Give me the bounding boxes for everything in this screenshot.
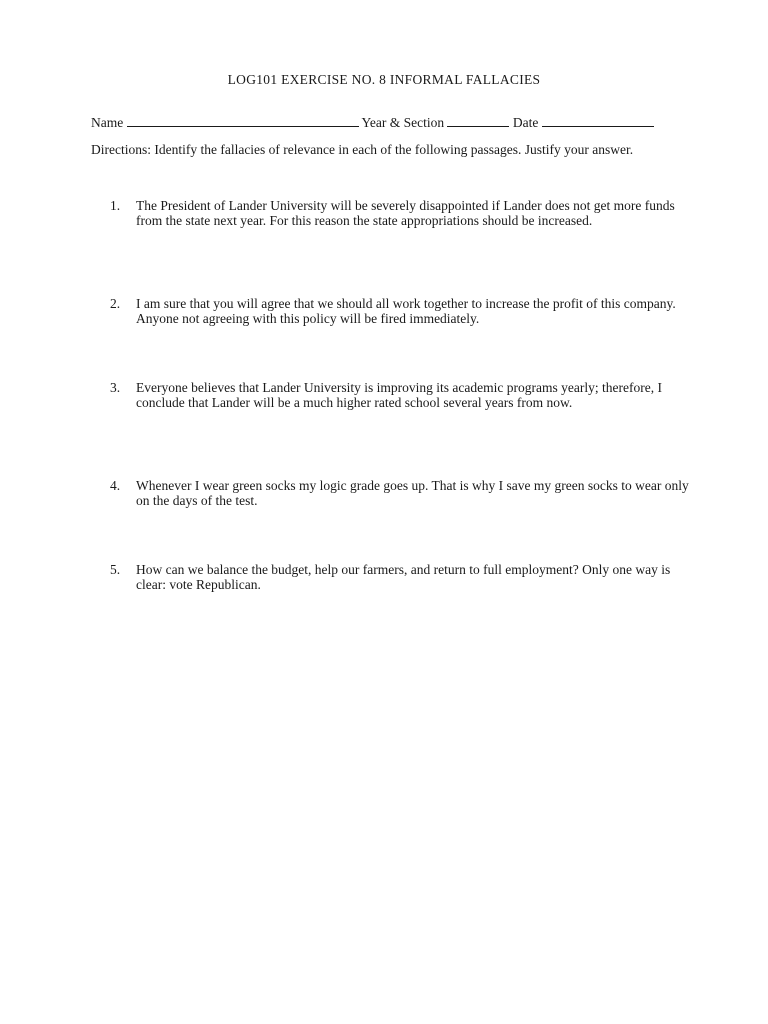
question-number: 2.	[110, 296, 121, 311]
question-number: 4.	[110, 478, 121, 493]
question-text: Everyone believes that Lander University is improving its academic programs yearly; therefore, I conclude that Lander will be a much higher rated school several years from now.	[136, 380, 662, 410]
question-item	[110, 297, 690, 326]
question-text: The President of Lander University will be severely disappointed if Lander does not get more funds from the state next year. For this reason the state appropriations should be increased.	[136, 198, 675, 228]
question-number: 3.	[110, 380, 121, 395]
name-label: Name	[91, 115, 124, 130]
question-number: 5.	[110, 562, 121, 577]
year-section-label: Year & Section	[361, 115, 445, 130]
year-section-blank	[447, 114, 509, 127]
question-item	[110, 479, 690, 508]
question-text: Whenever I wear green socks my logic grade goes up. That is why I save my green socks to wear only on the days of the test.	[136, 478, 689, 508]
question-text: I am sure that you will agree that we should all work together to increase the profit of this company. Anyone not agreeing with this policy will be fired immediately.	[136, 296, 676, 326]
question-number: 1.	[110, 198, 121, 213]
page-title: LOG101 EXERCISE NO. 8 INFORMAL FALLACIES	[227, 72, 541, 87]
date-label: Date	[512, 115, 539, 130]
date-blank	[542, 114, 654, 127]
question-text: How can we balance the budget, help our farmers, and return to full employment? Only one way is clear: vote Republican.	[136, 562, 671, 592]
question-item	[110, 199, 690, 228]
directions: Directions: Identify the fallacies of relevance in each of the following passages. Justify your answer.	[91, 142, 634, 157]
student-info-row	[91, 114, 691, 131]
name-blank	[127, 114, 359, 127]
question-item	[110, 381, 690, 410]
question-item	[110, 563, 690, 592]
